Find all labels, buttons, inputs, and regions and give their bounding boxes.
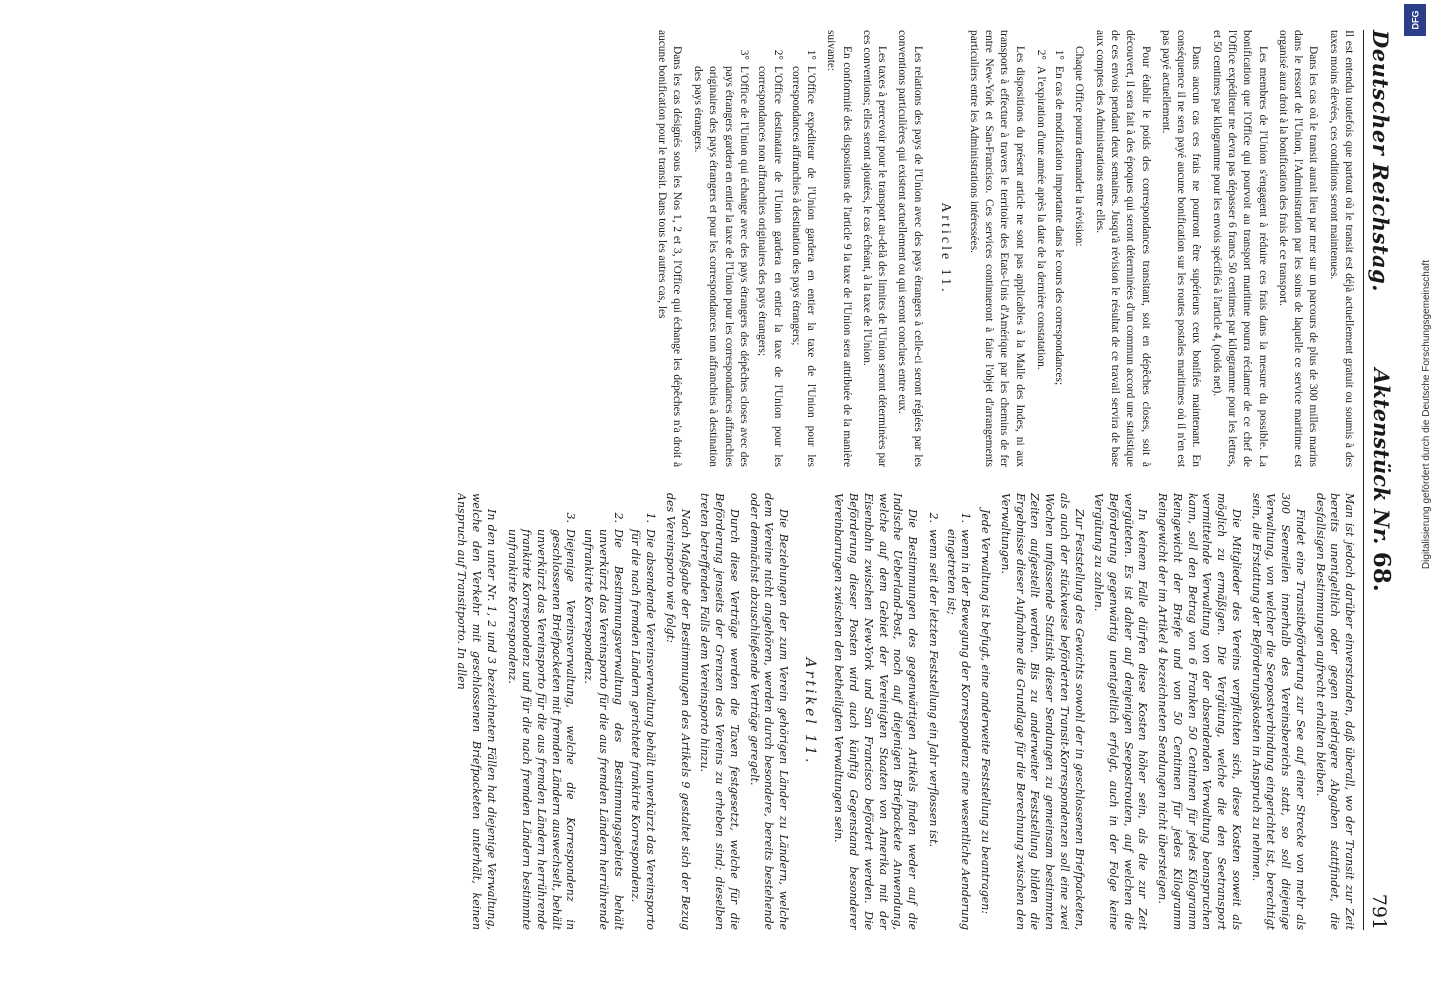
list-item [788, 30, 819, 467]
fr-article-heading: Article 11. [937, 202, 953, 295]
de-paragraph: Die Mitglieder des Vereins verpflichten sich, diese Kosten soweit als möglich zu ermäßigen. Die Vergütung, welche die den Seetransport vermittelnde Verwaltung von der absendenden Verwaltung beanspruchen kann, soll den Betrag von 6 Franken 50 Centimen für jedes Kilogramm Reingewicht der Briefe und von 50 Centimen für jedes Kilogramm Reingewicht der im Artikel 4 bezeichneten Sendungen nicht übersteigen. [1156, 493, 1243, 930]
fr-paragraph: Dans les cas désignés sous les Nos 1, 2 et 3, l'Office qui échange les dépêches n'a droit à aucune bonification pour le transit. Dans tous les autres cas, les [655, 30, 683, 467]
list-number: 1° [1053, 49, 1066, 60]
de-paragraph: Jede Verwaltung ist befugt, eine anderweite Feststellung zu beantragen: [979, 509, 993, 915]
de-paragraph: In keinem Falle dürfen diese Kosten höher sein, als die zur Zeit vergüteten. Es ist daher auf denjenigen Seepostrouten, auf welchen die Beförderung gegenwärtig unentgeltlich erfolgt, auch in der Folge keine Vergütung zu zahlen. [1092, 493, 1150, 930]
list-item [943, 493, 972, 930]
fr-paragraph: Les dispositions du présent article ne sont pas applicables à la Malle des Indes, ni aux transports à effectuer à travers le territoire des Etats-Unis d'Amérique par les chemins de fer entre New-York et San-Francisco. Ces services continueront à faire l'objet d'arrangements particuliers entre les Administrations intéressées. [967, 30, 1026, 467]
header-publication-title: Deutscher Reichstag. [1368, 30, 1393, 293]
list-item [504, 493, 578, 930]
fr-paragraph: Pour établir le poids des correspondances transitant, soit en dépêches closes, soit à découvert, il sera fait à des époques qui seront déterminées d'un commun accord une statistique de ces envois pendant deux semaines. Jusqu'à révision le résultat de ce travail servira de base aux comptes des Administrations entre elles. [1093, 30, 1152, 467]
list-text: wenn in der Bewegung der Korrespondenz eine wesentliche Aenderung eingetreten ist; [944, 529, 973, 930]
fr-paragraph: Les membres de l'Union s'engagent à réduire ces frais dans la mesure du possible. La bonification que l'Office qui pourvoit au transport maritime pourra réclamer de ce chef de l'Office expéditeur ne devra pas dépasser 6 francs 50 centimes par kilogramme pour les lettres, et 50 centimes par kilogramme pour les envois spécifiés à l'article 4, (poids net). [1210, 30, 1269, 467]
list-item [690, 30, 751, 467]
list-text: En cas de modification importante dans le cours des correspondances; [1053, 66, 1066, 386]
fr-paragraph: En conformité des dispositions de l'article 9 la taxe de l'Union sera attribuée de la manière suivante: [825, 30, 853, 467]
de-paragraph: Nach Maßgabe der Bestimmungen des Artikels 9 gestaltet sich der Bezug des Vereinsporto wie folgt: [663, 493, 692, 930]
list-item [628, 493, 657, 930]
digitization-note: Digitalisierung gefördert durch die Deutsche Forschungsgemeinschaft [1421, 260, 1432, 570]
fr-paragraph: Les taxes à percevoir pour le transport au-delà des limites de l'Union seront déterminées par ces conventions; elles seront ajoutées, le cas échéant, à la taxe de l'Union. [860, 30, 889, 467]
de-paragraph: Durch diese Verträge werden die Taxen festgesetzt, welche für die Beförderung jenseits der Grenzen des Vereins zu erheben sind; dieselben treten betreffenden Falls dem Vereinsporto hinzu. [698, 493, 741, 930]
list-item [754, 30, 785, 467]
header-document-num: 68. [1368, 551, 1395, 592]
list-text: L'Office expéditeur de l'Union gardera en entier la taxe de l'Union pour les correspondances affranchies à destination des pays étrangers; [789, 66, 818, 467]
fr-paragraph: Dans aucun cas ces frais ne pourront être supérieurs ceux bonifiés maintenant. En conséquence il ne sera payé aucune bonification sur les routes postales maritimes où il n'en est pas payé actuellement. [1159, 30, 1203, 467]
list-number: 2. [611, 512, 625, 523]
list-text: A l'expiration d'une année après la date de la dernière constatation. [1034, 66, 1047, 370]
header-document-label: Aktenstück Nr. [1369, 368, 1394, 545]
list-item [925, 493, 940, 930]
list-text: Die Bestimmungsverwaltung des Bestimmungsgebiets behält unverkürzt das Vereinsporto für die aus fremden Ländern herrührende unfrankirte Korrespondenz. [582, 529, 625, 930]
de-paragraph: Zur Feststellung des Gewichts sowohl der in geschlossenen Briefpacketen, als auch der stückweise beförderten Transit-Korrespondenzen soll eine zwei Wochen umfassende Statistik dieser Sendungen zu gemeinsam bestimmten Zeiten aufgestellt werden. Bis zu anderweiter Feststellung bilden die Ergebnisse dieser Aufnahme die Grundlage für die Berechnung zwischen den Verwaltungen. [998, 493, 1086, 930]
de-paragraph: Man ist jedoch darüber einverstanden, daß überall, wo der Transit zur Zeit bereits unentgeltlich oder gegen niedrigere Abgaben stattfindet, die desfallsigen Bestimmungen aufrecht erhalten bleiben. [1313, 493, 1356, 930]
list-text: Diejenige Vereinsverwaltung, welche die Korrespondenz in geschlossenen Briefpacketen mit fremden Ländern auswechselt, behält unverkürzt das Vereinsporto für die aus fremden Ländern herrührende frankirte Korrespondenz und für die nach fremden Ländern bestimmte unfrankirte Korrespondenz. [505, 529, 578, 930]
list-number: 1° [805, 49, 818, 60]
dfg-logo [1404, 4, 1426, 36]
fr-paragraph: Chaque Office pourra demander la révision: [1073, 46, 1086, 247]
list-number: 2° [1034, 49, 1047, 60]
list-text: L'Office destinataire de l'Union gardera en entier la taxe de l'Union pour les correspondances non affranchies originaires des pays étrangers; [756, 66, 784, 467]
de-article-heading: Artikel 11. [801, 657, 818, 766]
list-item [1051, 30, 1066, 467]
de-list-porto [504, 493, 657, 930]
list-number: 2. [926, 512, 940, 523]
de-paragraph: Findet eine Transitbeförderung zur See auf einer Strecke von mehr als 300 Seemeilen innerhalb des Vereinsbereichs statt, so soll diejenige Verwaltung, von welcher die Seepostverbindung eingerichtet ist, berechtigt sein, die Erstattung der Beförderungskosten in Anspruch zu nehmen. [1249, 493, 1307, 930]
de-paragraph: Die Beziehungen der zum Verein gehörigen Länder zu Ländern, welche dem Vereine nicht angehören, werden durch besondere, bereits bestehende oder demnächst abzuschließende Verträge geregelt. [747, 493, 791, 930]
list-number: 3° [737, 49, 750, 60]
list-number: 1. [959, 512, 973, 523]
list-number: 1. [644, 512, 658, 523]
list-item [580, 493, 624, 930]
german-column [50, 493, 1356, 930]
page-content [50, 30, 1404, 930]
text-columns [50, 30, 1356, 930]
fr-paragraph: Dans les cas où le transit aurait lieu par mer sur un parcours de plus de 300 milles marins dans le ressort de l'Union, l'Administration par les soins de laquelle ce service maritime est organisé aura droit à la bonification des frais de ce transport. [1276, 30, 1320, 467]
list-text: L'Office de l'Union qui échange avec des pays étrangers des dépêches closes avec des pays étrangers gardera en entier la taxe de l'Union pour les correspondances affranchies originaires des pays étrangers et pour les correspondances non affranchies à destination des pays étrangers. [692, 66, 750, 467]
list-number: 2° [771, 49, 784, 60]
fr-list-revision [1033, 30, 1067, 467]
list-item [1033, 30, 1048, 467]
de-list-revision [925, 493, 972, 930]
de-paragraph: Die Bestimmungen des gegenwärtigen Artikels finden weder auf die Indische Ueberland-Post, noch auf diejenigen Briefpackete Anwendung, welche auf dem Gebiet der Vereinigten Staaten von Amerika mit der Eisenbahn zwischen New-York und San Francisco befördert werden. Die Beförderung dieser Posten wird auch künftig Gegenstand besonderer Vereinbarungen zwischen den betheiligten Verwaltungen sein. [832, 493, 920, 930]
fr-paragraph: Il est entendu toutefois que partout où le transit est déjà actuellement gratuit ou soumis à des taxes moins élevées, ces conditions seront maintenues. [1327, 30, 1355, 467]
french-column [50, 30, 1356, 467]
list-number: 3. [564, 512, 578, 523]
page-number: 791 [1368, 893, 1390, 930]
de-paragraph: In den unter Nr. 1, 2 und 3 bezeichneten Fällen hat diejenige Verwaltung, welche den Verkehr mit geschlossenen Briefpacketen unterhält, keinen Anspruch auf Transitporto. In allen [455, 493, 498, 930]
header-document-number [1368, 368, 1395, 592]
dfg-logo-text: DFG [1410, 10, 1420, 30]
list-text: wenn seit der letzten Feststellung ein Jahr verflossen ist. [926, 529, 940, 847]
fr-list-taxes [690, 30, 818, 467]
fr-paragraph: Les relations des pays de l'Union avec des pays étrangers à celle-ci seront réglées par les conventions particulières qui existent actuellement ou qui seront conclues entre eux. [896, 30, 924, 467]
page-header [1363, 30, 1404, 930]
list-text: Die absendende Vereinsverwaltung behält unverkürzt das Vereinsporto für die nach fremden Ländern gerichtete frankirte Korrespondenz. [629, 529, 658, 930]
